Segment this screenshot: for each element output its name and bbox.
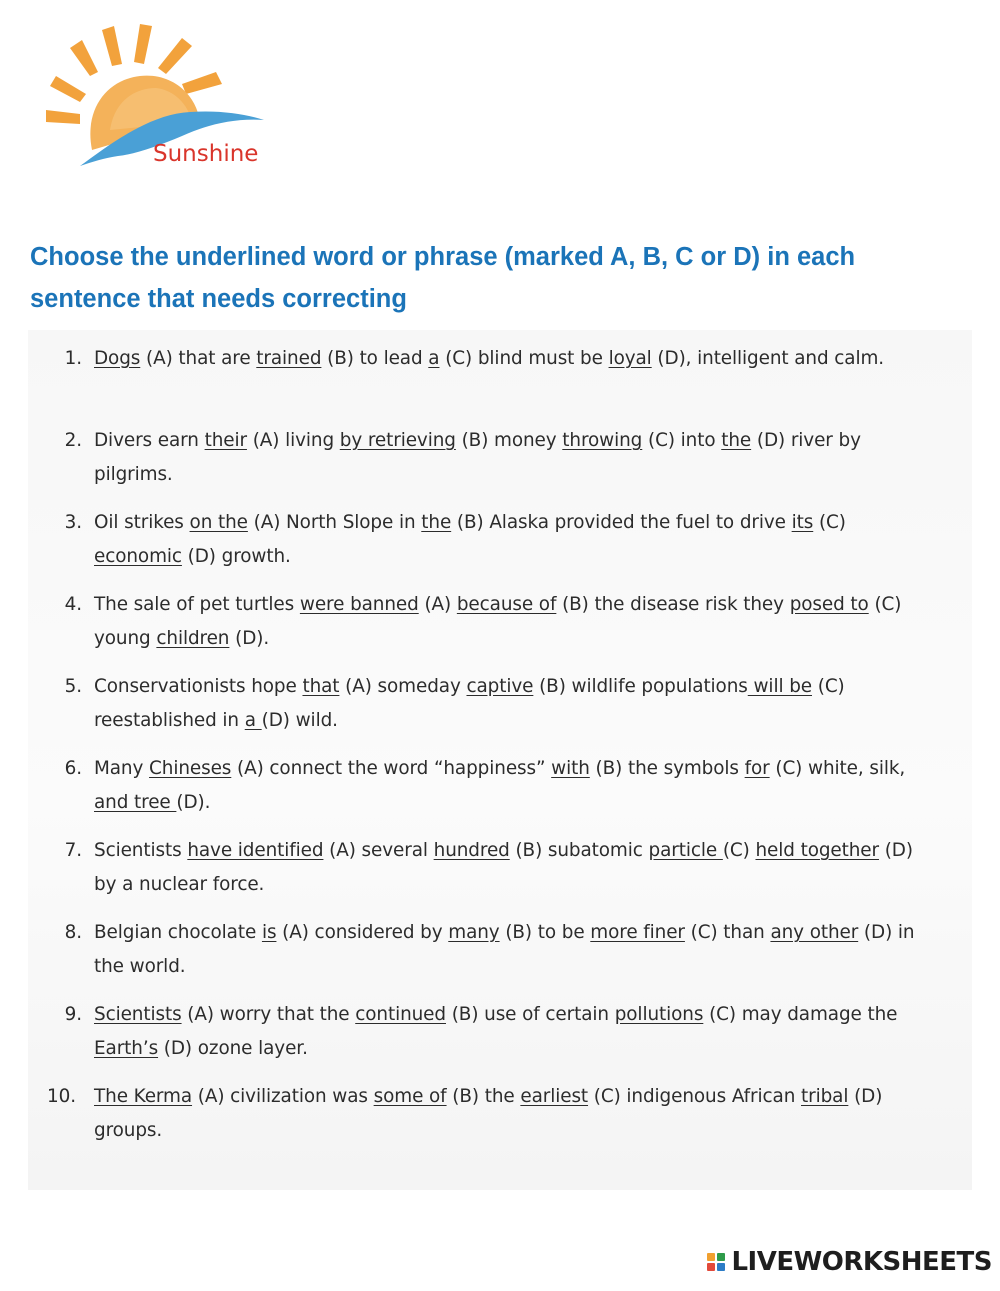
sentence-text: Conservationists hope [94,676,303,697]
sentence-text: (B) to be [499,922,591,943]
sentence-text: (A) considered by [276,922,449,943]
underlined-option: will be [747,676,812,697]
underlined-option: tribal [801,1086,849,1107]
sentence-text: (B) wildlife populations [533,676,748,697]
sentence-text: (A) someday [339,676,467,697]
sentence-text: (A) that are [140,348,257,369]
brand-text: LIVEWORKSHEETS [731,1247,992,1277]
question-number: 4. [64,594,82,615]
underlined-option: the [421,512,452,533]
underlined-option: with [551,758,590,779]
question-item [48,342,928,424]
underlined-option: that [302,676,340,697]
sentence-text: Oil strikes [94,512,190,533]
underlined-option: hundred [433,840,510,861]
sentence-text: Scientists [94,840,188,861]
sentence-text: (D) ozone layer. [158,1038,308,1059]
sentence-text: (D) river by pilgrims. [94,430,861,485]
sentence-text: (A) North Slope in [247,512,422,533]
underlined-option: many [448,922,500,943]
underlined-option: the [721,430,752,451]
sentence-text: (B) the symbols [589,758,745,779]
underlined-option: posed to [789,594,869,615]
question-item [48,424,928,506]
underlined-option: Earth’s [94,1038,159,1059]
sentence-text: (B) the disease risk they [556,594,790,615]
underlined-option: their [204,430,247,451]
sentence-text: (D) growth. [181,546,291,567]
question-number: 9. [64,1004,82,1025]
sentence-text: (A) [418,594,457,615]
question-number: 5. [64,676,82,697]
sentence-text: (C) than [684,922,771,943]
question-number: 1. [64,348,82,369]
question-item [48,998,928,1080]
question-item [48,588,928,670]
sentence-text: (D) in the world. [94,922,915,977]
sentence-text: Many [94,758,150,779]
underlined-option: earliest [520,1086,589,1107]
underlined-option: were banned [299,594,419,615]
underlined-option: is [261,922,277,943]
underlined-option: by retrieving [339,430,456,451]
question-list [48,342,928,1162]
underlined-option: for [744,758,770,779]
brand-square-icon [707,1263,715,1271]
question-item [48,670,928,752]
sentence-text: (C) [813,512,846,533]
sentence-text: (D) wild. [261,710,338,731]
liveworksheets-brand [707,1247,992,1277]
question-item [48,1080,928,1162]
sentence-text: (B) to lead [321,348,429,369]
sentence-text: (D). [229,628,270,649]
underlined-option: captive [466,676,534,697]
underlined-option: The Kerma [94,1086,193,1107]
underlined-option: its [791,512,814,533]
sentence-text: (A) living [246,430,340,451]
underlined-option: loyal [608,348,652,369]
underlined-option: economic [94,546,182,567]
sentence-text: (C) blind must be [439,348,609,369]
underlined-option: throwing [562,430,643,451]
question-number: 7. [64,840,82,861]
sentence-text: (A) connect the word “happiness” [231,758,552,779]
sentence-text: (C) young [94,594,902,649]
underlined-option: have identified [187,840,324,861]
sentence-text: (C) indigenous African [588,1086,801,1107]
sentence-text: (D) groups. [94,1086,883,1141]
sentence-text: (D). [176,792,211,813]
question-number: 3. [64,512,82,533]
question-number: 2. [64,430,82,451]
sentence-text: (B) Alaska provided the fuel to drive [451,512,792,533]
underlined-option: continued [355,1004,446,1025]
sentence-text: Divers earn [94,430,205,451]
sentence-text: (D), intelligent and calm. [651,348,885,369]
question-item [48,916,928,998]
sentence-text: (B) use of certain [445,1004,615,1025]
underlined-option: some of [373,1086,447,1107]
sentence-text: (D) by a nuclear force. [94,840,913,895]
sentence-text: (A) civilization was [192,1086,374,1107]
question-number: 8. [64,922,82,943]
underlined-option: any other [770,922,859,943]
instructions-heading: Choose the underlined word or phrase (marked A, B, C or D) in each sentence that needs correcting [30,243,856,313]
sentence-text: (A) worry that the [181,1004,356,1025]
sentence-text: (B) subatomic [509,840,649,861]
brand-square-icon [717,1263,725,1271]
sentence-text: (C) white, silk, [769,758,906,779]
question-item [48,752,928,834]
sentence-text: Belgian chocolate [94,922,262,943]
underlined-option: Scientists [94,1004,182,1025]
sentence-text: (B) the [446,1086,521,1107]
sentence-text: (C) into [642,430,722,451]
question-number: 10. [47,1086,76,1107]
underlined-option: more finer [590,922,685,943]
underlined-option: held together [755,840,879,861]
sentence-text: (B) money [455,430,563,451]
underlined-option: on the [189,512,248,533]
underlined-option: a [244,710,262,731]
question-number: 6. [64,758,82,779]
sentence-text: (C) may damage the [703,1004,898,1025]
underlined-option: because of [456,594,557,615]
underlined-option: pollutions [614,1004,704,1025]
underlined-option: children [156,628,230,649]
liveworksheets-logo-icon [707,1253,725,1271]
sentence-text: (A) several [323,840,434,861]
underlined-option: Dogs [94,348,141,369]
question-item [48,506,928,588]
logo-text: Sunshine [153,141,259,167]
sentence-text: (C) reestablished in [94,676,845,731]
underlined-option: trained [256,348,322,369]
underlined-option: and tree [94,792,177,813]
sentence-text: The sale of pet turtles [94,594,300,615]
underlined-option: a [428,348,440,369]
brand-square-icon [707,1253,715,1261]
underlined-option: particle [648,840,723,861]
question-item [48,834,928,916]
brand-square-icon [717,1253,725,1261]
sentence-text: (C) [722,840,756,861]
underlined-option: Chineses [149,758,232,779]
